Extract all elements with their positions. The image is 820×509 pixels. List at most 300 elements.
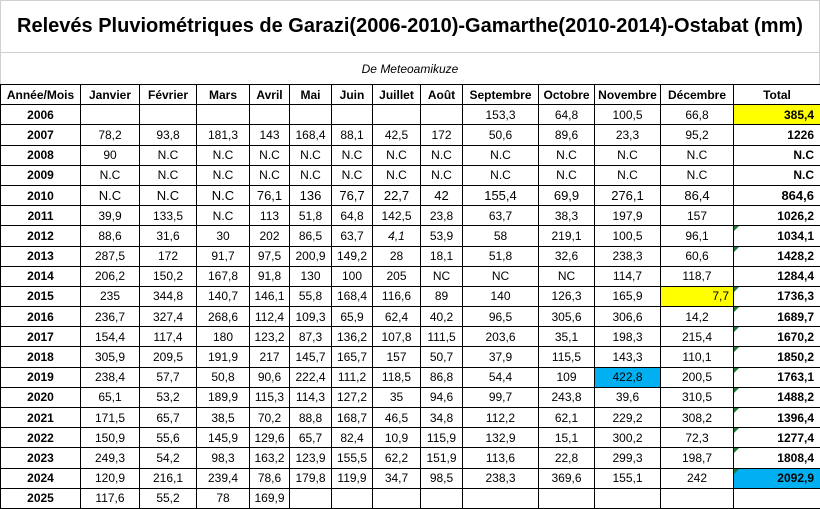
rainfall-cell: 53,9 (421, 226, 463, 246)
year-cell: 2012 (1, 226, 81, 246)
table-row (1, 246, 820, 266)
rainfall-cell: N.C (290, 145, 332, 165)
rainfall-cell (290, 105, 332, 125)
total-cell: 1689,7 (734, 307, 820, 327)
rainfall-cell: 70,2 (250, 408, 290, 428)
rainfall-cell: 93,8 (140, 125, 197, 145)
rainfall-cell: N.C (81, 185, 140, 205)
rainfall-cell: 200,9 (290, 246, 332, 266)
rainfall-cell: 100,5 (595, 105, 661, 125)
year-cell: 2020 (1, 387, 81, 407)
rainfall-cell: 167,8 (197, 266, 250, 286)
rainfall-cell: 66,8 (661, 105, 734, 125)
rainfall-cell (332, 105, 373, 125)
rainfall-cell: 229,2 (595, 408, 661, 428)
rainfall-cell: N.C (463, 145, 539, 165)
total-cell: 1488,2 (734, 387, 820, 407)
rainfall-cell: 136,2 (332, 327, 373, 347)
total-cell: 864,6 (734, 185, 820, 205)
rainfall-cell (81, 105, 140, 125)
rainfall-cell: NC (421, 266, 463, 286)
rainfall-cell: 112,2 (463, 408, 539, 428)
rainfall-cell: N.C (250, 145, 290, 165)
rainfall-cell: 118,7 (661, 266, 734, 286)
rainfall-cell: N.C (373, 145, 421, 165)
total-cell: N.C (734, 145, 820, 165)
rainfall-cell: 91,8 (250, 266, 290, 286)
year-cell: 2009 (1, 165, 81, 185)
comment-marker-icon (734, 368, 739, 373)
table-row (1, 327, 820, 347)
rainfall-cell: 143,3 (595, 347, 661, 367)
rainfall-cell (250, 105, 290, 125)
rainfall-cell: 50,6 (463, 125, 539, 145)
year-cell: 2016 (1, 307, 81, 327)
rainfall-cell: 209,5 (140, 347, 197, 367)
rainfall-cell: 118,5 (373, 367, 421, 387)
rainfall-cell (290, 488, 332, 508)
rainfall-cell: 113 (250, 206, 290, 226)
rainfall-cell: 107,8 (373, 327, 421, 347)
year-cell: 2006 (1, 105, 81, 125)
rainfall-cell: 206,2 (81, 266, 140, 286)
rainfall-cell: 116,6 (373, 286, 421, 306)
rainfall-cell: 51,8 (463, 246, 539, 266)
year-cell: 2024 (1, 468, 81, 488)
rainfall-cell: NC (463, 266, 539, 286)
rainfall-cell: 126,3 (539, 286, 595, 306)
year-cell: 2025 (1, 488, 81, 508)
header-row (1, 85, 820, 105)
rainfall-cell: 306,6 (595, 307, 661, 327)
rainfall-cell: 72,3 (661, 428, 734, 448)
rainfall-cell: N.C (140, 145, 197, 165)
rainfall-cell: 60,6 (661, 246, 734, 266)
rainfall-cell: 157 (661, 206, 734, 226)
total-cell: 1226 (734, 125, 820, 145)
rainfall-cell: 155,5 (332, 448, 373, 468)
rainfall-cell: 110,1 (661, 347, 734, 367)
table-row (1, 347, 820, 367)
rainfall-cell: 30 (197, 226, 250, 246)
column-header: Mars (197, 85, 250, 105)
rainfall-cell: 168,7 (332, 408, 373, 428)
column-header: Septembre (463, 85, 539, 105)
rainfall-cell: 37,9 (463, 347, 539, 367)
rainfall-cell: 200,5 (661, 367, 734, 387)
year-cell: 2014 (1, 266, 81, 286)
comment-marker-icon (734, 226, 739, 231)
rainfall-cell: 143 (250, 125, 290, 145)
table-row (1, 448, 820, 468)
rainfall-cell: 40,2 (421, 307, 463, 327)
rainfall-cell: N.C (661, 145, 734, 165)
rainfall-cell: N.C (463, 165, 539, 185)
year-cell: 2017 (1, 327, 81, 347)
rainfall-cell: 308,2 (661, 408, 734, 428)
rainfall-cell: 115,3 (250, 387, 290, 407)
rainfall-cell: N.C (140, 185, 197, 205)
rainfall-cell: 65,9 (332, 307, 373, 327)
column-header: Total (734, 85, 820, 105)
rainfall-cell (332, 488, 373, 508)
year-cell: 2022 (1, 428, 81, 448)
rainfall-cell: 94,6 (421, 387, 463, 407)
rainfall-cell: N.C (539, 165, 595, 185)
rainfall-cell: 89,6 (539, 125, 595, 145)
rainfall-cell: 123,2 (250, 327, 290, 347)
rainfall-cell: 34,7 (373, 468, 421, 488)
rainfall-cell: 120,9 (81, 468, 140, 488)
table-row (1, 165, 820, 185)
total-cell: 1396,4 (734, 408, 820, 428)
rainfall-cell: 165,9 (595, 286, 661, 306)
total-cell: 1808,4 (734, 448, 820, 468)
total-cell: N.C (734, 165, 820, 185)
rainfall-cell: 168,4 (332, 286, 373, 306)
rainfall-cell: 155,4 (463, 185, 539, 205)
rainfall-cell: 100 (332, 266, 373, 286)
rainfall-cell: N.C (290, 165, 332, 185)
rainfall-cell: N.C (539, 145, 595, 165)
rainfall-cell: 249,3 (81, 448, 140, 468)
table-row (1, 428, 820, 448)
total-cell: 1736,3 (734, 286, 820, 306)
year-cell: 2019 (1, 367, 81, 387)
rainfall-cell: 97,5 (250, 246, 290, 266)
rainfall-cell: 181,3 (197, 125, 250, 145)
rainfall-cell: 115,5 (539, 347, 595, 367)
rainfall-cell: 149,2 (332, 246, 373, 266)
rainfall-cell: 238,4 (81, 367, 140, 387)
rainfall-cell: 222,4 (290, 367, 332, 387)
rainfall-cell: 69,9 (539, 185, 595, 205)
rainfall-cell: 7,7 (661, 286, 734, 306)
rainfall-cell: 112,4 (250, 307, 290, 327)
total-cell: 1034,1 (734, 226, 820, 246)
rainfall-cell: 169,9 (250, 488, 290, 508)
rainfall-cell: 39,6 (595, 387, 661, 407)
rainfall-cell: 145,7 (290, 347, 332, 367)
rainfall-cell: 197,9 (595, 206, 661, 226)
rainfall-cell: 76,1 (250, 185, 290, 205)
rainfall-cell: 82,4 (332, 428, 373, 448)
rainfall-cell: 53,2 (140, 387, 197, 407)
rainfall-cell: 239,4 (197, 468, 250, 488)
year-cell: 2013 (1, 246, 81, 266)
rainfall-cell: N.C (197, 185, 250, 205)
table-row (1, 105, 820, 125)
rainfall-cell: 216,1 (140, 468, 197, 488)
column-header: Juin (332, 85, 373, 105)
rainfall-cell: 344,8 (140, 286, 197, 306)
rainfall-cell: 32,6 (539, 246, 595, 266)
rainfall-cell: 422,8 (595, 367, 661, 387)
rainfall-cell: 65,7 (140, 408, 197, 428)
rainfall-cell: 42 (421, 185, 463, 205)
total-cell: 1284,4 (734, 266, 820, 286)
column-header: Janvier (81, 85, 140, 105)
rainfall-cell: N.C (373, 165, 421, 185)
comment-marker-icon (734, 247, 739, 252)
comment-marker-icon (734, 327, 739, 332)
rainfall-cell: 100,5 (595, 226, 661, 246)
rainfall-cell: 157 (373, 347, 421, 367)
table-row (1, 307, 820, 327)
rainfall-cell: 268,6 (197, 307, 250, 327)
rainfall-cell: 123,9 (290, 448, 332, 468)
rainfall-cell: 243,8 (539, 387, 595, 407)
year-cell: 2018 (1, 347, 81, 367)
rainfall-cell (421, 488, 463, 508)
rainfall-cell: 23,3 (595, 125, 661, 145)
rainfall-cell: 96,1 (661, 226, 734, 246)
table-row (1, 387, 820, 407)
year-cell: 2015 (1, 286, 81, 306)
comment-marker-icon (734, 287, 739, 292)
rainfall-cell: 15,1 (539, 428, 595, 448)
column-header: Octobre (539, 85, 595, 105)
table-row (1, 468, 820, 488)
total-cell (734, 488, 820, 508)
year-cell: 2023 (1, 448, 81, 468)
column-header: Avril (250, 85, 290, 105)
rainfall-cell: 98,3 (197, 448, 250, 468)
rainfall-cell: 35 (373, 387, 421, 407)
rainfall-cell: 54,4 (463, 367, 539, 387)
column-header: Juillet (373, 85, 421, 105)
rainfall-cell: 50,8 (197, 367, 250, 387)
rainfall-cell: 202 (250, 226, 290, 246)
rainfall-cell: 242 (661, 468, 734, 488)
rainfall-cell: 88,1 (332, 125, 373, 145)
rainfall-cell: 127,2 (332, 387, 373, 407)
rainfall-cell: N.C (332, 145, 373, 165)
total-cell: 1763,1 (734, 367, 820, 387)
rainfall-cell: 111,5 (421, 327, 463, 347)
rainfall-cell: 91,7 (197, 246, 250, 266)
total-cell: 1850,2 (734, 347, 820, 367)
rainfall-cell: 78,2 (81, 125, 140, 145)
rainfall-cell: 109,3 (290, 307, 332, 327)
rainfall-cell: 63,7 (332, 226, 373, 246)
rainfall-cell: 299,3 (595, 448, 661, 468)
rainfall-cell: 179,8 (290, 468, 332, 488)
table-row (1, 286, 820, 306)
rainfall-cell: 95,2 (661, 125, 734, 145)
rainfall-cell: 51,8 (290, 206, 332, 226)
rainfall-cell: 189,9 (197, 387, 250, 407)
year-cell: 2011 (1, 206, 81, 226)
rainfall-cell: 119,9 (332, 468, 373, 488)
rainfall-cell: 215,4 (661, 327, 734, 347)
year-cell: 2008 (1, 145, 81, 165)
rainfall-cell: NC (539, 266, 595, 286)
rainfall-cell: 22,7 (373, 185, 421, 205)
comment-marker-icon (734, 408, 739, 413)
comment-marker-icon (734, 388, 739, 393)
rainfall-cell: N.C (595, 165, 661, 185)
rainfall-cell: 198,7 (661, 448, 734, 468)
rainfall-cell: 300,2 (595, 428, 661, 448)
rainfall-cell: N.C (197, 165, 250, 185)
rainfall-cell: 142,5 (373, 206, 421, 226)
rainfall-cell: 78 (197, 488, 250, 508)
column-header: Novembre (595, 85, 661, 105)
rainfall-cell: 132,9 (463, 428, 539, 448)
rainfall-table (0, 84, 820, 509)
table-row (1, 266, 820, 286)
rainfall-cell: 76,7 (332, 185, 373, 205)
total-cell: 2092,9 (734, 468, 820, 488)
rainfall-cell: 155,1 (595, 468, 661, 488)
rainfall-cell: 54,2 (140, 448, 197, 468)
rainfall-cell: 153,3 (463, 105, 539, 125)
year-cell: 2007 (1, 125, 81, 145)
rainfall-cell: 109 (539, 367, 595, 387)
rainfall-cell: 327,4 (140, 307, 197, 327)
rainfall-cell: 90,6 (250, 367, 290, 387)
rainfall-cell: 217 (250, 347, 290, 367)
rainfall-cell: 62,1 (539, 408, 595, 428)
rainfall-cell: 99,7 (463, 387, 539, 407)
rainfall-cell: 63,7 (463, 206, 539, 226)
rainfall-cell: 4,1 (373, 226, 421, 246)
rainfall-cell: 88,8 (290, 408, 332, 428)
rainfall-cell: 305,6 (539, 307, 595, 327)
rainfall-cell: 305,9 (81, 347, 140, 367)
rainfall-cell: 146,1 (250, 286, 290, 306)
rainfall-cell: N.C (197, 145, 250, 165)
rainfall-cell: 62,2 (373, 448, 421, 468)
rainfall-cell: 115,9 (421, 428, 463, 448)
rainfall-cell: 96,5 (463, 307, 539, 327)
rainfall-cell: 22,8 (539, 448, 595, 468)
rainfall-cell: 180 (197, 327, 250, 347)
table-row (1, 488, 820, 508)
rainfall-cell: 287,5 (81, 246, 140, 266)
rainfall-cell: 310,5 (661, 387, 734, 407)
rainfall-cell: 50,7 (421, 347, 463, 367)
comment-marker-icon (734, 347, 739, 352)
rainfall-cell: 87,3 (290, 327, 332, 347)
comment-marker-icon (734, 428, 739, 433)
comment-marker-icon (734, 448, 739, 453)
rainfall-cell: 130 (290, 266, 332, 286)
rainfall-cell: 133,5 (140, 206, 197, 226)
rainfall-cell (373, 105, 421, 125)
rainfall-cell: 151,9 (421, 448, 463, 468)
rainfall-cell: 23,8 (421, 206, 463, 226)
rainfall-cell: 113,6 (463, 448, 539, 468)
total-cell: 1670,2 (734, 327, 820, 347)
table-row (1, 125, 820, 145)
rainfall-cell: 31,6 (140, 226, 197, 246)
rainfall-cell: 55,6 (140, 428, 197, 448)
rainfall-cell (539, 488, 595, 508)
rainfall-cell: 62,4 (373, 307, 421, 327)
rainfall-cell: 14,2 (661, 307, 734, 327)
table-row (1, 145, 820, 165)
rainfall-cell: 238,3 (595, 246, 661, 266)
table-row (1, 226, 820, 246)
rainfall-cell: N.C (421, 165, 463, 185)
rainfall-cell: 88,6 (81, 226, 140, 246)
rainfall-cell (421, 105, 463, 125)
page-subtitle: De Meteoamikuze (0, 52, 820, 84)
rainfall-cell: 90 (81, 145, 140, 165)
rainfall-cell: 78,6 (250, 468, 290, 488)
rainfall-cell: 18,1 (421, 246, 463, 266)
table-body (1, 105, 820, 509)
rainfall-cell: 219,1 (539, 226, 595, 246)
rainfall-cell: 172 (140, 246, 197, 266)
total-cell: 1428,2 (734, 246, 820, 266)
column-header: Août (421, 85, 463, 105)
rainfall-cell: 235 (81, 286, 140, 306)
rainfall-cell: N.C (595, 145, 661, 165)
rainfall-cell: 64,8 (539, 105, 595, 125)
rainfall-cell: 89 (421, 286, 463, 306)
rainfall-cell: 150,2 (140, 266, 197, 286)
rainfall-cell: 140 (463, 286, 539, 306)
rainfall-cell: 236,7 (81, 307, 140, 327)
rainfall-cell: 369,6 (539, 468, 595, 488)
rainfall-cell: 117,6 (81, 488, 140, 508)
rainfall-cell: 35,1 (539, 327, 595, 347)
rainfall-cell: 86,5 (290, 226, 332, 246)
rainfall-cell: 276,1 (595, 185, 661, 205)
rainfall-cell: 171,5 (81, 408, 140, 428)
rainfall-cell: 86,8 (421, 367, 463, 387)
rainfall-cell: 46,5 (373, 408, 421, 428)
rainfall-cell (373, 488, 421, 508)
rainfall-cell: 65,7 (290, 428, 332, 448)
rainfall-cell: 163,2 (250, 448, 290, 468)
rainfall-cell: N.C (250, 165, 290, 185)
rainfall-cell: N.C (81, 165, 140, 185)
rainfall-cell: 203,6 (463, 327, 539, 347)
table-row (1, 408, 820, 428)
rainfall-cell: 34,8 (421, 408, 463, 428)
rainfall-cell (463, 488, 539, 508)
page-title: Relevés Pluviométriques de Garazi(2006-2010)-Gamarthe(2010-2014)-Ostabat (mm) (0, 0, 820, 52)
year-cell: 2010 (1, 185, 81, 205)
rainfall-cell: 150,9 (81, 428, 140, 448)
rainfall-cell: 114,3 (290, 387, 332, 407)
rainfall-cell: 38,5 (197, 408, 250, 428)
rainfall-cell: 145,9 (197, 428, 250, 448)
column-header: Année/Mois (1, 85, 81, 105)
rainfall-cell: 55,8 (290, 286, 332, 306)
rainfall-cell: N.C (421, 145, 463, 165)
table-row (1, 206, 820, 226)
rainfall-cell: 28 (373, 246, 421, 266)
column-header: Décembre (661, 85, 734, 105)
rainfall-cell (140, 105, 197, 125)
column-header: Mai (290, 85, 332, 105)
rainfall-cell: 86,4 (661, 185, 734, 205)
rainfall-cell (197, 105, 250, 125)
rainfall-cell: 57,7 (140, 367, 197, 387)
rainfall-cell: 168,4 (290, 125, 332, 145)
total-cell: 1277,4 (734, 428, 820, 448)
rainfall-cell: 154,4 (81, 327, 140, 347)
rainfall-cell: 129,6 (250, 428, 290, 448)
rainfall-cell: 191,9 (197, 347, 250, 367)
rainfall-cell: 238,3 (463, 468, 539, 488)
year-cell: 2021 (1, 408, 81, 428)
